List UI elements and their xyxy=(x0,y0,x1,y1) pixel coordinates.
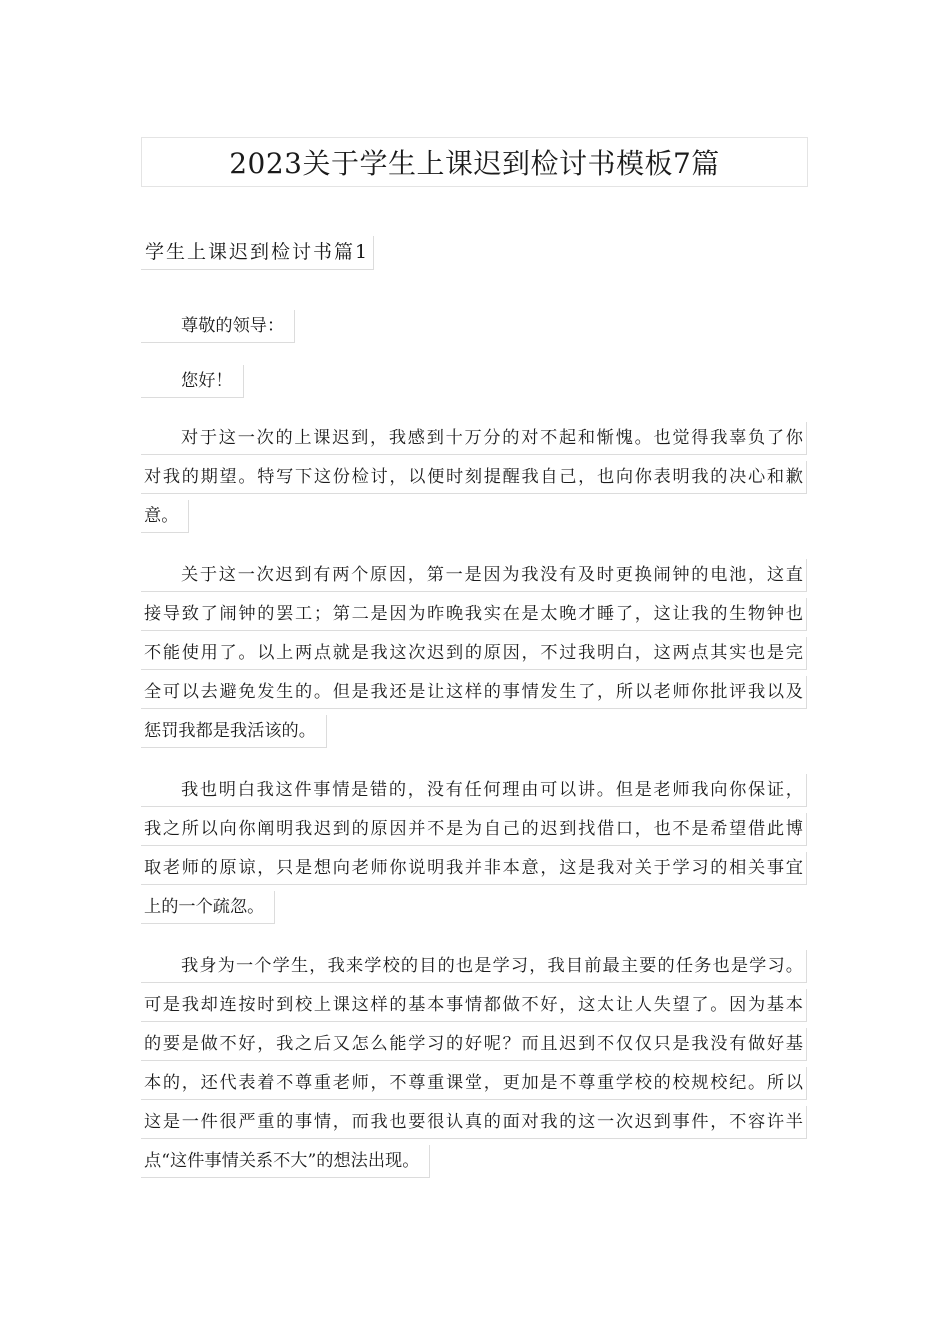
paragraph-4-line-1: 我身为一个学生，我来学校的目的也是学习，我目前最主要的任务也是学习。 xyxy=(141,950,807,983)
paragraph-3-line-2: 我之所以向你阐明我迟到的原因并不是为自己的迟到找借口，也不是希望借此博 xyxy=(141,813,807,846)
paragraph-2-line-2: 接导致了闹钟的罢工；第二是因为昨晚我实在是太晚才睡了，这让我的生物钟也 xyxy=(141,598,807,631)
paragraph-2-line-4: 全可以去避免发生的。但是我还是让这样的事情发生了，所以老师你批评我以及 xyxy=(141,676,807,709)
paragraph-2-line-3: 不能使用了。以上两点就是我这次迟到的原因，不过我明白，这两点其实也是完 xyxy=(141,637,807,670)
paragraph-1-line-3: 意。 xyxy=(141,500,189,533)
paragraph-4-line-2: 可是我却连按时到校上课这样的基本事情都做不好，这太让人失望了。因为基本 xyxy=(141,989,807,1022)
paragraph-3-line-1: 我也明白我这件事情是错的，没有任何理由可以讲。但是老师我向你保证， xyxy=(141,774,807,807)
paragraph-1-line-1: 对于这一次的上课迟到，我感到十万分的对不起和惭愧。也觉得我辜负了你 xyxy=(141,422,807,455)
paragraph-4-line-6: 点“这件事情关系不大”的想法出现。 xyxy=(141,1145,430,1178)
salutation: 尊敬的领导： xyxy=(141,310,295,343)
paragraph-3-line-4: 上的一个疏忽。 xyxy=(141,891,275,924)
greeting: 您好！ xyxy=(141,365,244,398)
paragraph-3-line-3: 取老师的原谅，只是想向老师你说明我并非本意，这是我对关于学习的相关事宜 xyxy=(141,852,807,885)
paragraph-1-line-2: 对我的期望。特写下这份检讨，以便时刻提醒我自己，也向你表明我的决心和歉 xyxy=(141,461,807,494)
paragraph-4-line-3: 的要是做不好，我之后又怎么能学习的好呢？而且迟到不仅仅只是我没有做好基 xyxy=(141,1028,807,1061)
section-heading: 学生上课迟到检讨书篇1 xyxy=(141,236,374,270)
paragraph-4-line-5: 这是一件很严重的事情，而我也要很认真的面对我的这一次迟到事件，不容许半 xyxy=(141,1106,807,1139)
paragraph-2-line-1: 关于这一次迟到有两个原因，第一是因为我没有及时更换闹钟的电池，这直 xyxy=(141,559,807,592)
paragraph-2-line-5: 惩罚我都是我活该的。 xyxy=(141,715,327,748)
document-title: 2023关于学生上课迟到检讨书模板7篇 xyxy=(141,137,808,187)
paragraph-4-line-4: 本的，还代表着不尊重老师，不尊重课堂，更加是不尊重学校的校规校纪。所以 xyxy=(141,1067,807,1100)
